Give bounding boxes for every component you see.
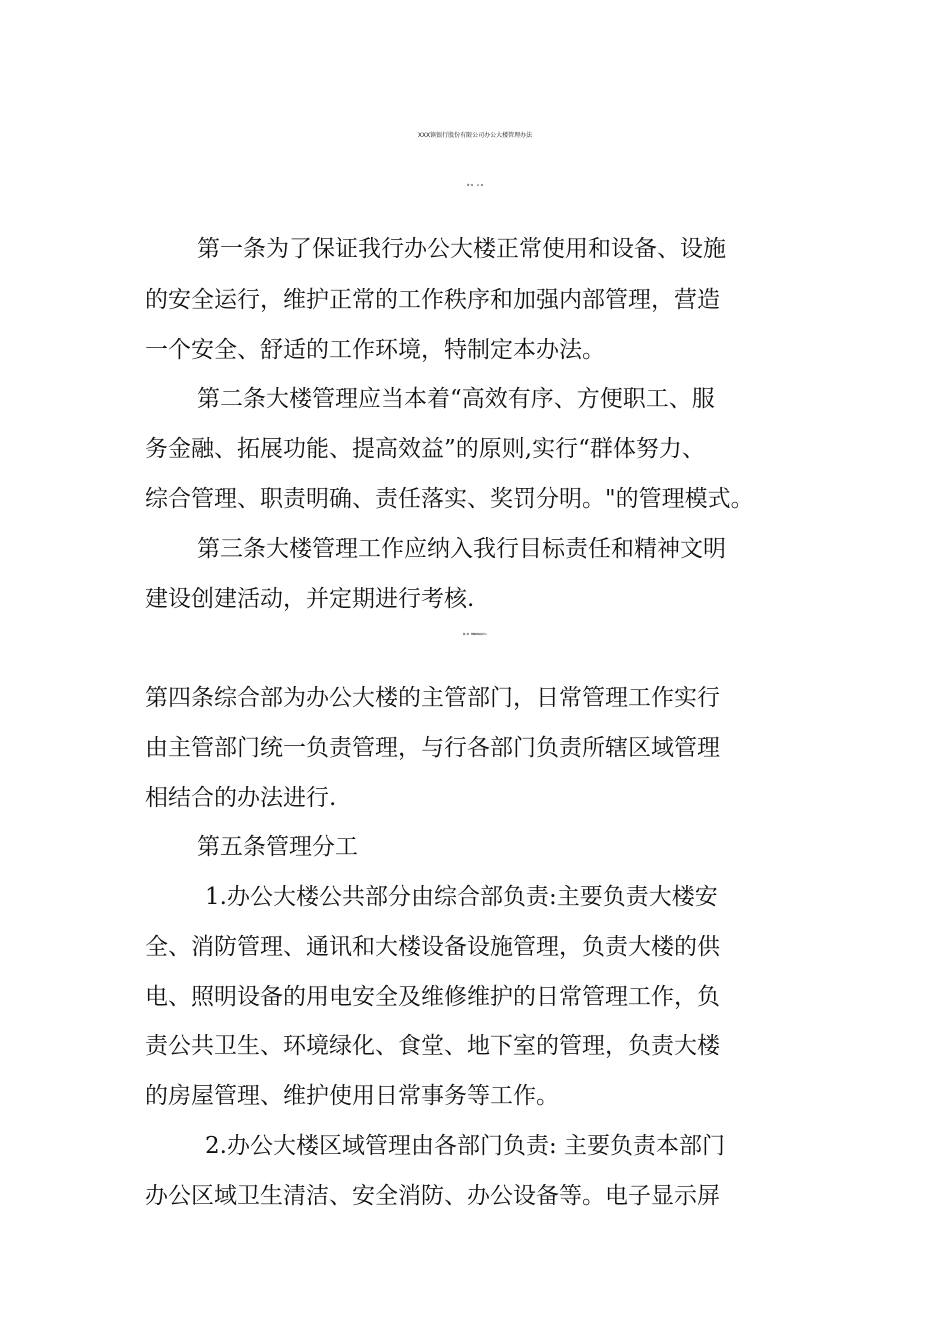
paragraph-line: 第五条管理分工: [197, 834, 358, 860]
paragraph-line: 2.办公大楼区域管理由各部门负责: 主要负责本部门: [205, 1133, 726, 1159]
paragraph-line: 电、照明设备的用电安全及维修维护的日常管理工作，负: [145, 984, 720, 1010]
paragraph-line: 全、消防管理、通讯和大楼设备设施管理，负责大楼的供: [145, 934, 720, 960]
document-title: XXX镇银行股份有限公司办公大楼管理办法: [417, 132, 533, 139]
chapter-heading-1: 第一章 总 则: [466, 185, 483, 187]
paragraph-line: 由主管部门统一负责管理，与行各部门负责所辖区域管理: [145, 735, 720, 761]
paragraph-line: 务金融、拓展功能、提高效益”的原则,实行“群体努力、: [145, 436, 705, 462]
paragraph-line: 第三条大楼管理工作应纳入我行目标责任和精神文明: [197, 536, 726, 562]
paragraph-line: 责公共卫生、环境绿化、食堂、地下室的管理，负责大楼: [145, 1033, 720, 1059]
paragraph-line: 综合管理、职责明确、责任落实、奖罚分明。"的管理模式。: [145, 486, 754, 512]
paragraph-line: 第二条大楼管理应当本着“高效有序、方便职工、服: [197, 386, 715, 412]
paragraph-line: 一个安全、舒适的工作环境，特制定本办法。: [145, 337, 605, 363]
paragraph-line: 办公区域卫生清洁、安全消防、办公设备等。电子显示屏: [145, 1183, 720, 1209]
paragraph-line: 的房屋管理、维护使用日常事务等工作。: [145, 1083, 559, 1109]
paragraph-line: 建设创建活动，并定期进行考核.: [145, 586, 475, 612]
chapter-heading-2: 第二章 管理机构及其分工: [462, 634, 487, 636]
paragraph-line: 相结合的办法进行.: [145, 785, 337, 811]
paragraph-line: 的安全运行，维护正常的工作秩序和加强内部管理，营造: [145, 287, 720, 313]
paragraph-line: 第四条综合部为办公大楼的主管部门，日常管理工作实行: [145, 685, 720, 711]
paragraph-line: 第一条为了保证我行办公大楼正常使用和设备、设施: [197, 236, 726, 262]
paragraph-line: 1.办公大楼公共部分由综合部负责:主要负责大楼安: [205, 884, 718, 910]
